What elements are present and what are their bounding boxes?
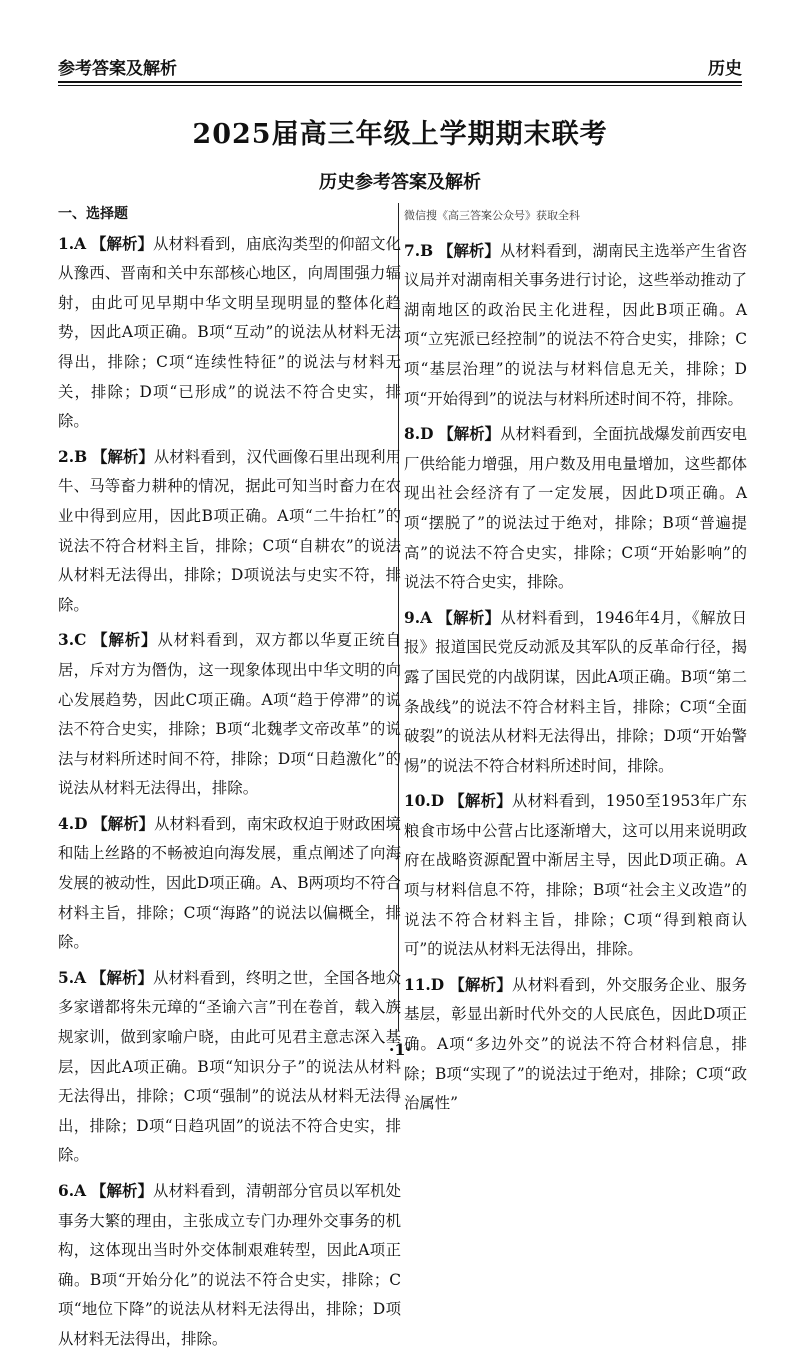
header-left-label: 参考答案及解析 [58, 59, 177, 79]
analysis-tag: 【解析】 [449, 975, 513, 994]
analysis-text: 从材料看到，双方都以华夏正统自居，斥对方为僭伪，这一现象体现出中华文明的向心发展趋势，因此C项正确。A项“趋于停滞”的说法不符合史实，排除；B项“北魏孝文帝改革”的说法与材料所述时间不符，排除；D项“日趋激化”的说法从材料无法得出，排除。 [58, 631, 401, 798]
analysis-text: 从材料看到，清朝部分官员以军机处事务大繁的理由，主张成立专门办理外交事务的机构，这体现出当时外交体制艰难转型，因此A项正确。B项“开始分化”的说法不符合史实，排除；C项“地位下降”的说法从材料无法得出，排除；D项从材料无法得出，排除。 [58, 1182, 401, 1348]
answer-number: 1.A [58, 234, 87, 253]
answer-item-3 [58, 626, 401, 804]
analysis-text: 从材料看到，1950至1953年广东粮食市场中公营占比逐渐增大，这可以用来说明政府在战略资源配置中渐居主导，因此D项正确。A项与材料信息不符，排除；B项“社会主义改造”的说法不符合材料主旨，排除；C项“得到粮商认可”的说法从材料无法得出，排除。 [404, 792, 747, 959]
analysis-tag: 【解析】 [92, 814, 155, 833]
header-rule-thin [58, 85, 742, 86]
answer-item-6 [58, 1177, 401, 1355]
answer-item-8 [404, 420, 747, 598]
answer-item-10 [404, 787, 747, 965]
answer-item-2 [58, 443, 401, 621]
analysis-text: 从材料看到，庙底沟类型的仰韶文化从豫西、晋南和关中东部核心地区，向周围强力辐射，由此可见早期中华文明呈现明显的整体化趋势，因此A项正确。B项“互动”的说法从材料无法得出，排除；C项“连续性特征”的说法与材料无关，排除；D项“已形成”的说法不符合史实，排除。 [58, 234, 401, 431]
analysis-tag: 【解析】 [91, 234, 154, 253]
answer-item-9 [404, 604, 747, 782]
analysis-text: 从材料看到，全面抗战爆发前西安电厂供给能力增强，用户数及用电量增加，这些都体现出社会经济有了一定发展，因此D项正确。A项“摆脱了”的说法过于绝对，排除；B项“普遍提高”的说法不符合史实，排除；C项“开始影响”的说法不符合史实，排除。 [404, 425, 747, 592]
page-header [58, 48, 742, 84]
analysis-tag: 【解析】 [92, 631, 158, 650]
left-column [58, 200, 401, 1361]
analysis-text: 从材料看到，1946年4月，《解放日报》报道国民党反动派及其军队的反革命行径，揭露了国民党的内战阴谋，因此A项正确。B项“第二条战线”的说法不符合材料主旨，排除；C项“全面破裂”的说法从材料无法得出，排除；D项“开始警惕”的说法不符合材料所述时间，排除。 [404, 608, 747, 775]
header-subject-label: 历史 [708, 59, 742, 79]
analysis-tag: 【解析】 [438, 425, 501, 444]
analysis-tag: 【解析】 [92, 447, 154, 466]
answer-number: 10.D [404, 792, 445, 811]
analysis-text: 从材料看到，外交服务企业、服务基层，彰显出新时代外交的人民底色，因此D项正确。A项“多边外交”的说法不符合材料信息，排除；B项“实现了”的说法过于绝对，排除；C项“政治属性” [404, 975, 747, 1113]
answer-item-5 [58, 964, 401, 1171]
analysis-text: 从材料看到，湖南民主选举产生省咨议局并对湖南相关事务进行讨论，这些举动推动了湖南地区的政治民主化进程，因此B项正确。A项“立宪派已经控制”的说法不符合史实，排除；C项“基层治理”的说法与材料信息无关，排除；D项“开始得到”的说法与材料所述时间不符，排除。 [404, 241, 747, 408]
right-column [404, 200, 747, 1125]
analysis-text: 从材料看到，汉代画像石里出现利用牛、马等畜力耕种的情况，据此可知当时畜力在农业中得到应用，因此B项正确。A项“二牛抬杠”的说法不符合材料主旨，排除；C项“自耕农”的说法从材料无法得出，排除；D项说法与史实不符，排除。 [58, 447, 401, 614]
document-subtitle: 历史参考答案及解析 [319, 172, 481, 193]
answer-item-7 [404, 237, 747, 415]
analysis-tag: 【解析】 [91, 1182, 154, 1200]
analysis-tag: 【解析】 [438, 241, 500, 260]
analysis-text: 从材料看到，终明之世，全国各地众多家谱都将朱元璋的“圣谕六言”刊在卷首，载入族规家训，做到家喻户晓，由此可见君主意志深入基层，因此A项正确。B项“知识分子”的说法从材料无法得出，排除；C项“强制”的说法从材料无法得出，排除；D项“日趋巩固”的说法不符合史实，排除。 [58, 968, 401, 1165]
analysis-tag: 【解析】 [437, 608, 501, 627]
answer-number: 9.A [404, 608, 433, 627]
answer-item-1 [58, 230, 401, 437]
analysis-tag: 【解析】 [91, 968, 154, 987]
answer-number: 11.D [404, 975, 445, 994]
answer-number: 6.A [58, 1182, 87, 1200]
answer-item-4 [58, 810, 401, 958]
answer-number: 2.B [58, 447, 88, 466]
header-rule-thick [58, 81, 742, 83]
watermark-line [404, 200, 747, 231]
document-title: 2025届高三年级上学期期末联考 [192, 119, 608, 150]
answer-number: 3.C [58, 631, 87, 650]
answer-number: 8.D [404, 425, 434, 444]
analysis-tag: 【解析】 [449, 792, 512, 811]
section-heading: 一、选择题 [58, 206, 128, 222]
analysis-text: 从材料看到，南宋政权迫于财政困境和陆上丝路的不畅被迫向海发展，重点阐述了向海发展的被动性，因此D项正确。A、B两项均不符合材料主旨，排除；C项“海路”的说法以偏概全，排除。 [58, 814, 401, 952]
answer-number: 4.D [58, 814, 88, 833]
answer-number: 7.B [404, 241, 434, 260]
page-number: ·1· [388, 1040, 412, 1059]
watermark-text: 微信搜《高三答案公众号》获取全科 [404, 209, 580, 222]
answer-number: 5.A [58, 968, 87, 987]
